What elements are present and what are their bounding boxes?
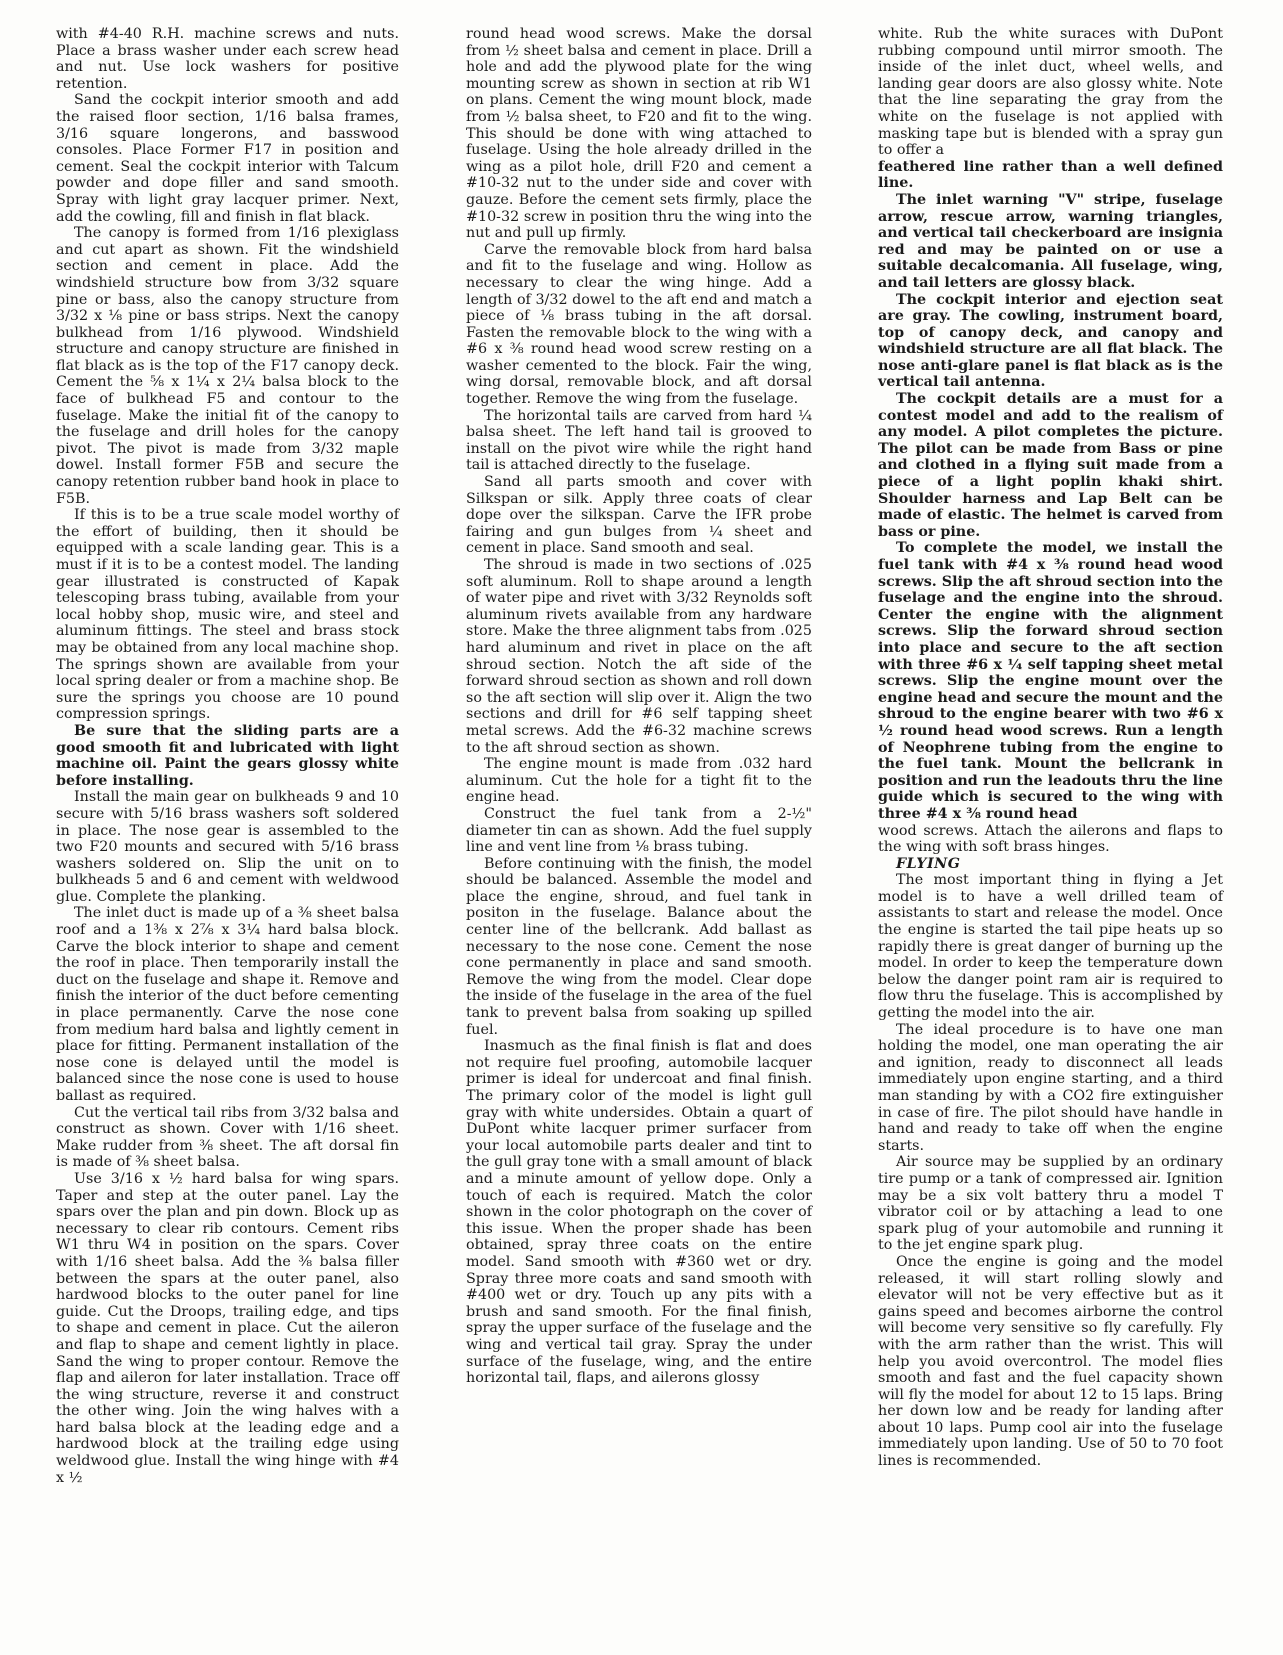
text-column-left bbox=[56, 26, 399, 1486]
paragraph: Cut the vertical tail ribs from 3/32 balsa and construct as shown. Cover with 1/16 sheet. Make rudder from ⅜ sheet. The aft dorsal fin is made of ⅜ sheet balsa. bbox=[56, 1104, 399, 1171]
paragraph: Before continuing with the finish, the model should be balanced. Assemble the model and place the engine, shroud, and fuel tank in positon in the fuselage. Balance about the center line of the bellcrank. Add ballast as necessary to the nose cone. Cement the nose cone permanently in place and sand smooth. Remove the wing from the model. Clear dope the inside of the fuselage in the area of the fuel tank to prevent balsa from soaking up spilled fuel. bbox=[466, 855, 812, 1038]
paragraph: Use 3/16 x ½ hard balsa for wing spars. Taper and step at the outer panel. Lay the spars over the plan and pin down. Block up as necessary to clear rib contours. Cement ribs W1 thru W4 in position on the spars. Cover with 1/16 sheet balsa. Add the ⅜ balsa filler between the spars at the outer panel, also hardwood blocks to the outer panel for line guide. Cut the Droops, trailing edge, and tips to shape and cement in place. Cut the aileron and flap to shape and cement lightly in place. Sand the wing to proper contour. Remove the flap and aileron for later installation. Trace off the wing structure, reverse it and construct the other wing. Join the wing halves with a hard balsa block at the leading edge and a hardwood block at the trailing edge using weldwood glue. Install the wing hinge with #4 x ½ bbox=[56, 1170, 399, 1486]
paragraph: wood screws. Attach the ailerons and flaps to the wing with soft brass hinges. bbox=[878, 822, 1223, 856]
paragraph: The inlet warning "V" stripe, fuselage arrow, rescue arrow, warning triangles, and vertical tail checkerboard are insignia red and may be painted on or use a suitable decalcomania. All fuselage, wing, and tail letters are glossy black. bbox=[878, 191, 1223, 291]
paragraph: Air source may be supplied by an ordinary tire pump or a tank of compressed air. Ignition may be a six volt battery thru a model T vibrator coil or by attaching a lead to one spark plug of your automobile and running it to the jet engine spark plug. bbox=[878, 1154, 1223, 1254]
paragraph: The cockpit details are a must for a contest model and add to the realism of any model. A pilot completes the picture. The pilot can be made from Bass or pine and clothed in a flying suit made from a piece of a light poplin khaki shirt. Shoulder harness and Lap Belt can be made of elastic. The helmet is carved from bass or pine. bbox=[878, 391, 1223, 540]
paragraph: feathered line rather than a well defined line. bbox=[878, 158, 1223, 192]
paragraph: white. Rub the white suraces with DuPont rubbing compound until mirror smooth. The inside of the inlet duct, wheel wells, and landing gear doors are also glossy white. Note that the line separating the gray from the white on the fuselage is not applied with masking tape but is blended with a spray gun to offer a bbox=[878, 26, 1223, 159]
paragraph: If this is to be a true scale model worthy of the effort of building, then it should be equipped with a scale landing gear. This is a must if it is to be a contest model. The landing gear illustrated is constructed of Kapak telescoping brass tubing, available from your local hobby shop, music wire, and steel and aluminum fittings. The steel and brass stock may be obtained from any local machine shop. The springs shown are available from your local spring dealer or from a machine shop. Be sure the springs you choose are 10 pound compression springs. bbox=[56, 507, 399, 723]
section-heading: FLYING bbox=[896, 855, 961, 872]
paragraph: Sand all parts smooth and cover with Silkspan or silk. Apply three coats of clear dope over the silkspan. Carve the IFR probe fairing and gun bulges from ¼ sheet and cement in place. Sand smooth and seal. bbox=[466, 474, 812, 557]
paragraph: Sand the cockpit interior smooth and add the raised floor section, 1/16 balsa frames, 3/16 square longerons, and basswood consoles. Place Former F17 in position and cement. Seal the cockpit interior with Talcum powder and dope filler and sand smooth. Spray with light gray lacquer primer. Next, add the cowling, fill and finish in flat black. bbox=[56, 92, 399, 225]
text-column-middle bbox=[466, 26, 812, 1387]
paragraph: The most important thing in flying a Jet model is to have a well drilled team of assistants to start and release the model. Once the engine is started the tail pipe heats up so rapidly there is great danger of burning up the model. In order to keep the temperature down below the danger point ram air is required to flow thru the fuselage. This is accomplished by getting the model into the air. bbox=[878, 872, 1223, 1022]
text-column-right bbox=[878, 26, 1223, 1470]
paragraph: with #4-40 R.H. machine screws and nuts. Place a brass washer under each screw head and nut. Use lock washers for positive retention. bbox=[56, 26, 399, 92]
paragraph: Be sure that the sliding parts are a good smooth fit and lubricated with light machine oil. Paint the gears glossy white before installing. bbox=[56, 722, 399, 789]
paragraph: Construct the fuel tank from a 2-½" diameter tin can as shown. Add the fuel supply line and vent line from ⅛ brass tubing. bbox=[466, 805, 812, 856]
paragraph: The shroud is made in two sections of .025 soft aluminum. Roll to shape around a length of water pipe and rivet with 3/32 Reynolds soft aluminum rivets available from any hardware store. Make the three alignment tabs from .025 hard aluminum and rivet in place on the aft shroud section. Notch the aft side of the forward shroud section as shown and roll down so the aft section will slip over it. Align the two sections and drill for #6 self tapping sheet metal screws. Add the #6-32 machine screws to the aft shroud section as shown. bbox=[466, 557, 812, 756]
paragraph: The canopy is formed from 1/16 plexiglass and cut apart as shown. Fit the windshield section and cement in place. Add the windshield structure bow from 3/32 square pine or bass, also the canopy structure from 3/32 x ⅛ pine or bass strips. Next the canopy bulkhead from 1/16 plywood. Windshield structure and canopy structure are finished in flat black as is the top of the F17 canopy deck. Cement the ⅝ x 1¼ x 2¼ balsa block to the face of bulkhead F5 and contour to the fuselage. Make the initial fit of the canopy to the fuselage and drill holes for the canopy pivot. The pivot is made from 3/32 maple dowel. Install former F5B and secure the canopy retention rubber band hook in place to F5B. bbox=[56, 225, 399, 507]
paragraph: round head wood screws. Make the dorsal from ½ sheet balsa and cement in place. Drill a hole and add the plywood plate for the wing mounting screw as shown in section at rib W1 on plans. Cement the wing mount block, made from ½ balsa sheet, to F20 and fit to the wing. This should be done with wing attached to fuselage. Using the hole already drilled in the wing as a pilot hole, drill F20 and cement a #10-32 nut to the under side and cover with gauze. Before the cement sets firmly, place the #10-32 screw in position thru the wing into the nut and pull up firmly. bbox=[466, 26, 812, 242]
paragraph: Inasmuch as the final finish is flat and does not require fuel proofing, automobile lacquer primer is ideal for undercoat and final finish. The primary color of the model is light gull gray with white undersides. Obtain a quart of DuPont white lacquer primer surfacer from your local automobile parts dealer and tint to the gull gray tone with a small amount of black and a minute amount of yellow dope. Only a touch of each is required. Match the color shown in the color photograph on the cover of this issue. When the proper shade has been obtained, spray three coats on the entire model. Sand smooth with #360 wet or dry. Spray three more coats and sand smooth with #400 wet or dry. Touch up any pits with a brush and sand smooth. For the final finish, spray the upper surface of the fuselage and the wing and vertical tail gray. Spray the under surface of the fuselage, wing, and the entire horizontal tail, flaps, and ailerons glossy bbox=[466, 1038, 812, 1387]
paragraph: The ideal procedure is to have one man holding the model, one man operating the air and ignition, ready to disconnect all leads immediately upon engine starting, and a third man standing by with a CO2 fire extinguisher in case of fire. The pilot should have handle in hand and ready to take off when the engine starts. bbox=[878, 1021, 1223, 1154]
paragraph: Once the engine is going and the model released, it will start rolling slowly and elevator will not be very effective but as it gains speed and becomes airborne the control will become very sensitive so fly carefully. Fly with the arm rather than the wrist. This will help you avoid overcontrol. The model flies smooth and fast and the fuel capacity shown will fly the model for about 12 to 15 laps. Bring her down low and be ready for landing after about 10 laps. Pump cool air into the fuselage immediately upon landing. Use of 50 to 70 foot lines is recommended. bbox=[878, 1253, 1223, 1470]
paragraph: The cockpit interior and ejection seat are gray. The cowling, instrument board, top of canopy deck, and canopy and windshield structure are all flat black. The nose anti-glare panel is flat black as is the vertical tail antenna. bbox=[878, 291, 1223, 391]
paragraph: Install the main gear on bulkheads 9 and 10 secure with 5/16 brass washers soft soldered in place. The nose gear is assembled to the two F20 mounts and secured with 5/16 brass washers soldered on. Slip the unit on to bulkheads 5 and 6 and cement with weldwood glue. Complete the planking. bbox=[56, 789, 399, 905]
paragraph: The engine mount is made from .032 hard aluminum. Cut the hole for a tight fit to the engine head. bbox=[466, 756, 812, 806]
paragraph: To complete the model, we install the fuel tank with #4 x ⅜ round head wood screws. Slip the aft shroud section into the fuselage and the engine into the shroud. Center the engine with the alignment screws. Slip the forward shroud section into place and secure to the aft section with three #6 x ¼ self tapping sheet metal screws. Slip the engine mount over the engine head and secure the mount and the shroud to the engine bearer with two #6 x ½ round head wood screws. Run a length of Neophrene tubing from the engine to the fuel tank. Mount the bellcrank in position and run the leadouts thru the line guide which is secured to the wing with three #4 x ⅜ round head bbox=[878, 540, 1223, 822]
paragraph: Carve the removable block from hard balsa and fit to the fuselage and wing. Hollow as necessary to clear the wing hinge. Add a length of 3/32 dowel to the aft end and match a piece of ⅛ brass tubing in the aft dorsal. Fasten the removable block to the wing with a #6 x ⅜ round head wood screw resting on a washer cemented to the block. Fair the wing, wing dorsal, removable block, and aft dorsal together. Remove the wing from the fuselage. bbox=[466, 241, 812, 408]
paragraph: The horizontal tails are carved from hard ¼ balsa sheet. The left hand tail is grooved to install on the pivot wire while the right hand tail is attached directly to the fuselage. bbox=[466, 407, 812, 474]
paragraph: The inlet duct is made up of a ⅜ sheet balsa roof and a 1⅜ x 2⅞ x 3¼ hard balsa block. Carve the block interior to shape and cement the roof in place. Then temporarily install the duct on the fuselage and shape it. Remove and finish the interior of the duct before cementing in place permanently. Carve the nose cone from medium hard balsa and lightly cement in place for fitting. Permanent installation of the nose cone is delayed until the model is balanced since the nose cone is used to house ballast as required. bbox=[56, 905, 399, 1104]
